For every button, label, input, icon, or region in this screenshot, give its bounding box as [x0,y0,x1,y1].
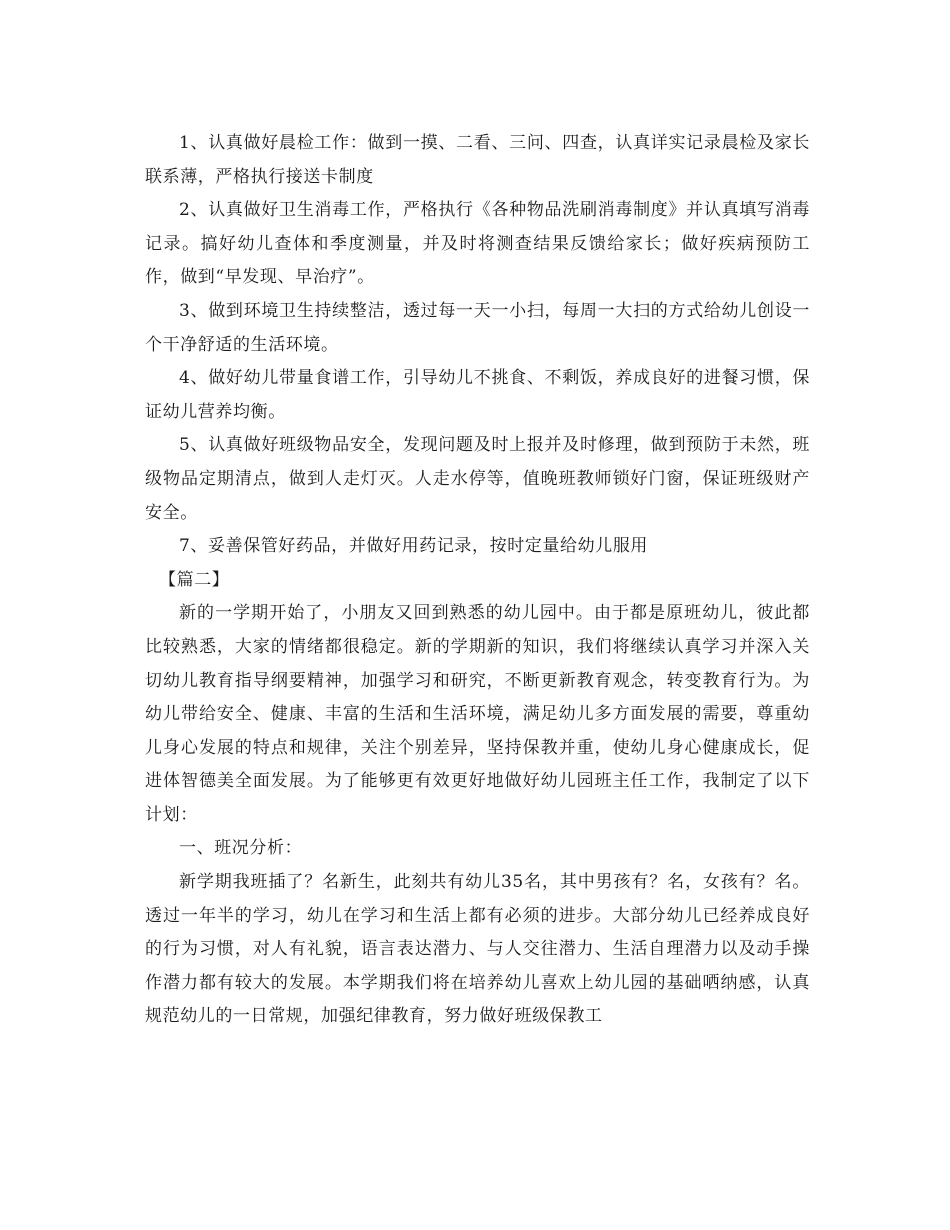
paragraph-diet: 4、做好幼儿带量食谱工作，引导幼儿不挑食、不剩饭，养成良好的进餐习惯，保证幼儿营养均衡。 [145,368,810,422]
paragraph-medicine: 7、妥善保管好药品，并做好用药记录，按时定量给幼儿服用 [179,536,649,557]
paragraph-environment: 3、做到环境卫生持续整洁，透过每一天一小扫，每周一大扫的方式给幼儿创设一个干净舒适的生活环境。 [145,300,810,355]
subheading-class-analysis: 一、班况分析： [179,838,303,859]
paragraph-disinfection: 2、认真做好卫生消毒工作，严格执行《各种物品洗刷消毒制度》并认真填写消毒记录。搞好幼儿查体和季度测量，并及时将测查结果反馈给家长；做好疾病预防工作，做到“早发现、早治疗”。 [145,200,810,288]
document-body [145,127,810,1034]
paragraph-morning-check: 1、认真做好晨检工作：做到一摸、二看、三问、四查，认真详实记录晨检及家长联系薄，严格执行接送卡制度 [145,133,810,187]
section-heading: 【篇二】 [159,569,230,590]
paragraph-safety: 5、认真做好班级物品安全，发现问题及时上报并及时修理，做到预防于未然，班级物品定期清点，做到人走灯灭。人走水停等，值晚班教师锁好门窗，保证班级财产安全。 [145,435,810,523]
paragraph-class-analysis: 新学期我班插了？名新生，此刻共有幼儿35名，其中男孩有？名，女孩有？名。透过一年半的学习，幼儿在学习和生活上都有必须的进步。大部分幼儿已经养成良好的行为习惯，对人有礼貌，语言表达潜力、与人交往潜力、生活自理潜力以及动手操作潜力都有较大的发展。本学期我们将在培养幼儿喜欢上幼儿园的基础哂纳感，认真规范幼儿的一日常规，加强纪律教育，努力做好班级保教工 [145,872,810,1027]
paragraph-intro: 新的一学期开始了，小朋友又回到熟悉的幼儿园中。由于都是原班幼儿，彼此都比较熟悉，大家的情绪都很稳定。新的学期新的知识，我们将继续认真学习并深入关切幼儿教育指导纲要精神，加强学习和研究，不断更新教育观念，转变教育行为。为幼儿带给安全、健康、丰富的生活和生活环境，满足幼儿多方面发展的需要，尊重幼儿身心发展的特点和规律，关注个别差异，坚持保教并重，使幼儿身心健康成长，促进体智德美全面发展。为了能够更有效更好地做好幼儿园班主任工作，我制定了以下计划： [145,603,810,825]
